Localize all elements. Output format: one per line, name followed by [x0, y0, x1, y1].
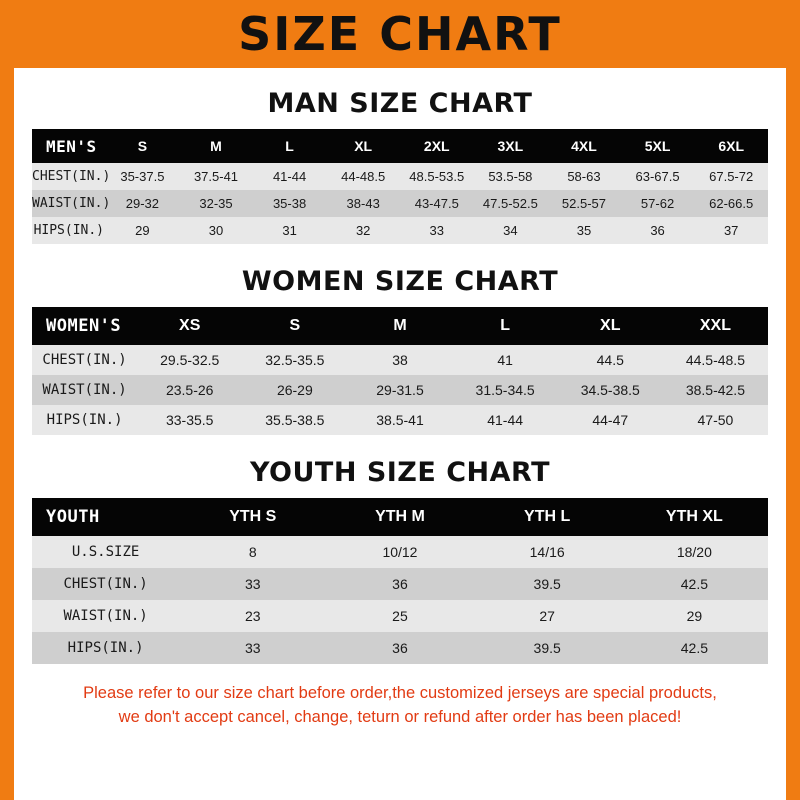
man-row-2-label: HIPS(IN.) — [33, 223, 105, 238]
man-section-title: MAN SIZE CHART — [267, 88, 533, 119]
youth-size-table — [32, 498, 768, 664]
women-cell-2-1: 35.5-38.5 — [265, 412, 325, 428]
women-cell-2-4: 44-47 — [592, 412, 629, 428]
table-header-row — [32, 498, 768, 536]
man-cell-0-4: 48.5-53.5 — [409, 169, 465, 184]
women-cell-2-0: 33-35.5 — [165, 412, 214, 428]
youth-cell-3-1: 36 — [392, 640, 408, 656]
women-cell-1-0: 23.5-26 — [165, 382, 214, 398]
women-row-0-label: CHEST(IN.) — [42, 352, 127, 368]
order-notice — [32, 682, 768, 730]
man-cell-0-0: 35-37.5 — [120, 169, 165, 184]
women-header-col-5: XXL — [699, 317, 731, 334]
women-header-col-1: S — [289, 317, 301, 334]
man-table-header — [32, 129, 768, 163]
man-header-col-5: 3XL — [497, 138, 524, 154]
youth-cell-2-2: 27 — [539, 608, 555, 624]
youth-cell-3-0: 33 — [244, 640, 261, 656]
women-cell-2-2: 38.5-41 — [376, 412, 424, 428]
women-cell-1-2: 29-31.5 — [376, 382, 424, 398]
man-cell-1-3: 38-43 — [346, 196, 380, 211]
women-table-header — [32, 307, 768, 345]
women-cell-1-3: 31.5-34.5 — [475, 382, 535, 398]
youth-cell-3-2: 39.5 — [533, 640, 561, 656]
youth-cell-0-0: 8 — [248, 544, 257, 560]
man-row-1-label: WAIST(IN.) — [32, 196, 111, 211]
man-cell-1-5: 47.5-52.5 — [482, 196, 538, 211]
women-row-1-label: WAIST(IN.) — [42, 382, 127, 398]
youth-header-col-3: YTH XL — [665, 508, 723, 525]
man-cell-2-8: 37 — [723, 223, 739, 238]
women-table-body — [32, 345, 768, 435]
youth-section-title: YOUTH SIZE CHART — [249, 457, 551, 488]
man-header-col-3: XL — [354, 138, 373, 154]
man-cell-0-6: 58-63 — [567, 169, 601, 184]
women-cell-0-1: 32.5-35.5 — [265, 352, 325, 368]
youth-table-body — [32, 536, 768, 664]
order-notice-line-1: Please refer to our size chart before order,the customized jerseys are special products, — [83, 684, 717, 702]
youth-cell-0-1: 10/12 — [382, 544, 418, 560]
table-header-row — [32, 307, 768, 345]
man-cell-2-2: 31 — [282, 223, 297, 238]
man-header-col-2: L — [285, 138, 294, 154]
youth-cell-1-1: 36 — [392, 576, 408, 592]
man-cell-1-6: 52.5-57 — [561, 196, 606, 211]
man-header-col-0: S — [137, 138, 148, 154]
women-cell-0-0: 29.5-32.5 — [160, 352, 220, 368]
women-cell-0-5: 44.5-48.5 — [685, 352, 745, 368]
man-size-table — [32, 129, 768, 244]
women-cell-2-5: 47-50 — [697, 412, 734, 428]
man-cell-0-7: 63-67.5 — [635, 169, 680, 184]
youth-row-3-label: HIPS(IN.) — [67, 640, 144, 656]
man-table-body — [32, 163, 768, 244]
women-cell-0-3: 41 — [497, 352, 513, 368]
women-header-col-4: XL — [600, 317, 621, 334]
women-header-col-3: L — [500, 317, 511, 334]
man-cell-1-2: 35-38 — [272, 196, 307, 211]
table-row — [32, 163, 768, 190]
chart-content — [14, 88, 786, 730]
man-cell-0-8: 67.5-72 — [709, 169, 754, 184]
man-header-corner: MEN'S — [46, 136, 97, 156]
women-size-table — [32, 307, 768, 435]
man-cell-0-1: 37.5-41 — [193, 169, 239, 184]
man-header-col-6: 4XL — [571, 138, 597, 154]
youth-row-1-label: CHEST(IN.) — [63, 576, 148, 592]
man-cell-2-6: 35 — [576, 223, 592, 238]
youth-cell-1-0: 33 — [244, 576, 261, 592]
page-banner — [0, 0, 800, 68]
table-row — [32, 375, 768, 405]
man-cell-0-3: 44-48.5 — [341, 169, 386, 184]
youth-header-col-2: YTH L — [524, 508, 571, 525]
women-header-col-0: XS — [179, 317, 201, 334]
table-row — [32, 600, 768, 632]
youth-cell-2-1: 25 — [392, 608, 408, 624]
table-row — [32, 190, 768, 217]
table-row — [32, 536, 768, 568]
man-cell-2-1: 30 — [208, 223, 224, 238]
man-cell-1-8: 62-66.5 — [709, 196, 754, 211]
youth-cell-2-3: 29 — [686, 608, 703, 624]
page-title: SIZE CHART — [238, 7, 562, 61]
man-cell-1-7: 57-62 — [640, 196, 675, 211]
youth-cell-3-3: 42.5 — [680, 640, 708, 656]
man-cell-0-2: 41-44 — [272, 169, 307, 184]
man-cell-1-1: 32-35 — [199, 196, 233, 211]
women-cell-0-2: 38 — [392, 352, 408, 368]
table-header-row — [32, 129, 768, 163]
man-cell-0-5: 53.5-58 — [488, 169, 533, 184]
youth-cell-2-0: 23 — [244, 608, 261, 624]
women-cell-1-5: 38.5-42.5 — [685, 382, 745, 398]
youth-row-2-label: WAIST(IN.) — [63, 608, 148, 624]
youth-row-0-label: U.S.SIZE — [71, 544, 140, 560]
women-cell-0-4: 44.5 — [596, 352, 624, 368]
youth-header-corner: YOUTH — [46, 507, 100, 527]
man-row-0-label: CHEST(IN.) — [32, 169, 111, 184]
women-cell-2-3: 41-44 — [487, 412, 524, 428]
man-cell-2-3: 32 — [355, 223, 371, 238]
youth-cell-1-3: 42.5 — [680, 576, 708, 592]
women-cell-1-4: 34.5-38.5 — [580, 382, 640, 398]
table-row — [32, 345, 768, 375]
man-cell-1-4: 43-47.5 — [414, 196, 459, 211]
table-row — [32, 217, 768, 244]
youth-cell-0-2: 14/16 — [529, 544, 565, 560]
women-header-col-2: M — [393, 317, 407, 334]
women-row-2-label: HIPS(IN.) — [46, 412, 123, 428]
table-row — [32, 632, 768, 664]
man-header-col-8: 6XL — [718, 138, 745, 154]
youth-cell-0-3: 18/20 — [676, 544, 712, 560]
table-row — [32, 405, 768, 435]
man-header-col-7: 5XL — [644, 138, 671, 154]
women-cell-1-1: 26-29 — [276, 382, 313, 398]
man-cell-2-7: 36 — [650, 223, 665, 238]
youth-table-header — [32, 498, 768, 536]
man-cell-1-0: 29-32 — [125, 196, 160, 211]
man-cell-2-4: 33 — [429, 223, 444, 238]
man-cell-2-0: 29 — [135, 223, 150, 238]
youth-header-col-0: YTH S — [229, 508, 277, 525]
man-header-col-4: 2XL — [423, 138, 450, 154]
order-notice-line-2: we don't accept cancel, change, teturn or refund after order has been placed! — [118, 707, 682, 726]
women-header-corner: WOMEN'S — [46, 316, 122, 336]
women-section-title: WOMEN SIZE CHART — [241, 266, 559, 297]
youth-cell-1-2: 39.5 — [533, 576, 561, 592]
table-row — [32, 568, 768, 600]
man-cell-2-5: 34 — [503, 223, 518, 238]
man-header-col-1: M — [210, 138, 222, 154]
youth-header-col-1: YTH M — [375, 508, 425, 525]
